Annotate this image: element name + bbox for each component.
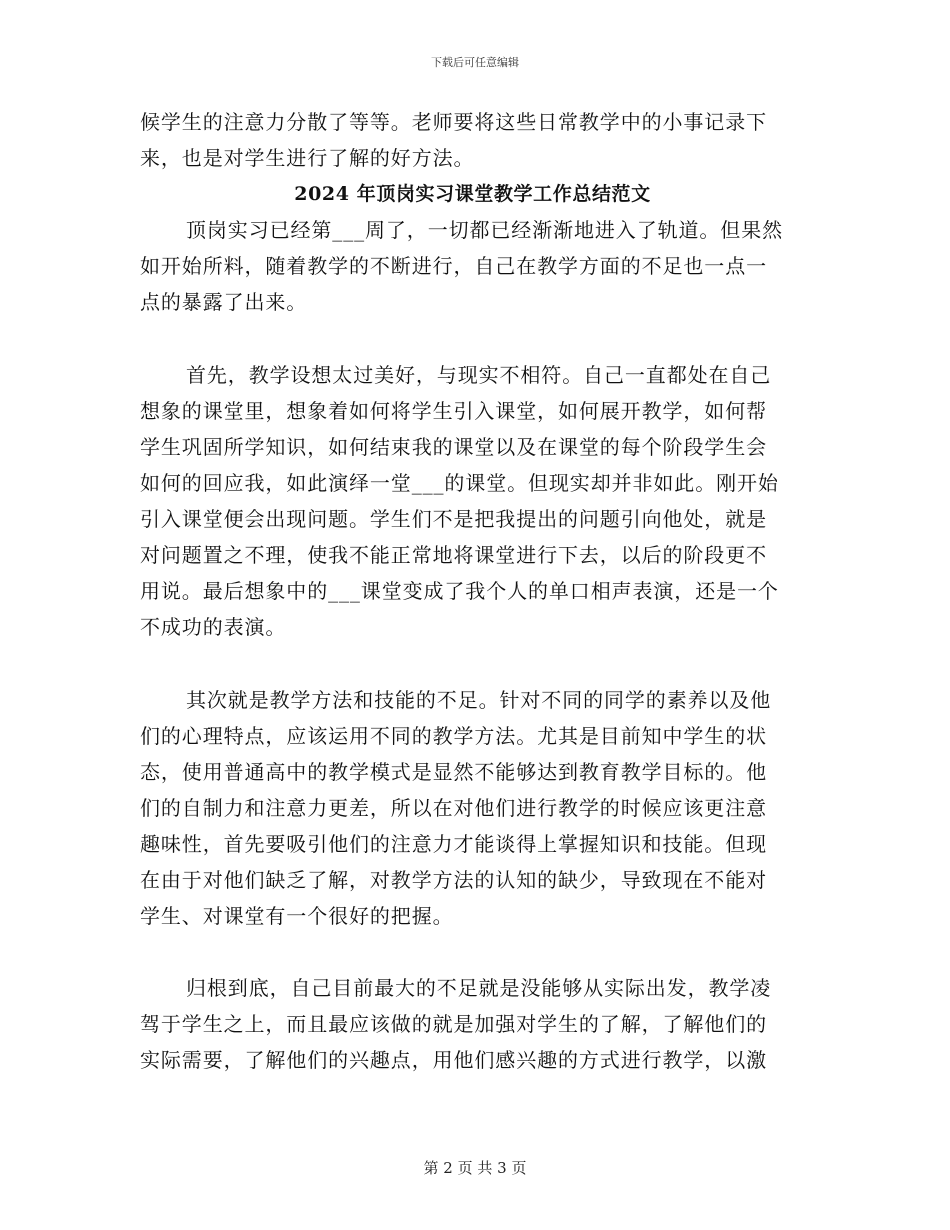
text-line: 实际需要，了解他们的兴趣点，用他们感兴趣的方式进行教学，以激 — [140, 1048, 767, 1073]
document-body — [140, 104, 805, 1079]
paragraph-gap — [140, 934, 805, 970]
text-line: 顶岗实习已经第___周了，一切都已经渐渐地进入了轨道。但果然 — [186, 218, 783, 243]
document-title: 2024 年顶岗实习课堂教学工作总结范文 — [294, 183, 651, 206]
paragraph-gap — [140, 645, 805, 681]
text-line: 来，也是对学生进行了解的好方法。 — [140, 146, 475, 171]
text-line: 态，使用普通高中的教学模式是显然不能够达到教育教学目标的。他 — [140, 759, 767, 784]
text-line: 学生、对课堂有一个很好的把握。 — [140, 904, 454, 929]
paragraph — [140, 682, 805, 935]
text-line: 学生巩固所学知识，如何结束我的课堂以及在课堂的每个阶段学生会 — [140, 434, 767, 459]
text-line: 用说。最后想象中的___课堂变成了我个人的单口相声表演，还是一个 — [140, 579, 779, 604]
text-line: 们的自制力和注意力更差，所以在对他们进行教学的时候应该更注意 — [140, 795, 767, 820]
text-line: 想象的课堂里，想象着如何将学生引入课堂，如何展开教学，如何帮 — [140, 398, 767, 423]
text-line: 如何的回应我，如此演绎一堂___的课堂。但现实却并非如此。刚开始 — [140, 470, 779, 495]
page-header: 下载后可任意编辑 — [431, 56, 519, 69]
paragraph — [140, 212, 805, 320]
text-line: 不成功的表演。 — [140, 615, 287, 640]
text-line: 点的暴露了出来。 — [140, 290, 308, 315]
text-line: 其次就是教学方法和技能的不足。针对不同的同学的素养以及他 — [186, 687, 772, 712]
paragraph-gap — [140, 321, 805, 357]
text-line: 候学生的注意力分散了等等。老师要将这些日常教学中的小事记录下 — [140, 110, 767, 134]
text-line: 在由于对他们缺乏了解，对教学方法的认知的缺少，导致现在不能对 — [140, 867, 767, 892]
text-line: 趣味性，首先要吸引他们的注意力才能谈得上掌握知识和技能。但现 — [140, 831, 767, 856]
text-line: 引入课堂便会出现问题。学生们不是把我提出的问题引向他处，就是 — [140, 507, 767, 532]
text-line: 归根到底，自己目前最大的不足就是没能够从实际出发，教学凌 — [186, 976, 772, 1001]
text-line: 首先，教学设想太过美好，与现实不相符。自己一直都处在自己 — [186, 362, 772, 387]
page-number: 第 2 页 共 3 页 — [423, 1159, 527, 1177]
paragraph — [140, 970, 805, 1078]
text-line: 驾于学生之上，而且最应该做的就是加强对学生的了解，了解他们的 — [140, 1012, 767, 1037]
paragraph — [140, 357, 805, 646]
text-line: 们的心理特点，应该运用不同的教学方法。尤其是目前知中学生的状 — [140, 723, 767, 748]
text-line: 对问题置之不理，使我不能正常地将课堂进行下去，以后的阶段更不 — [140, 543, 767, 568]
text-line: 如开始所料，随着教学的不断进行，自己在教学方面的不足也一点一 — [140, 254, 767, 279]
